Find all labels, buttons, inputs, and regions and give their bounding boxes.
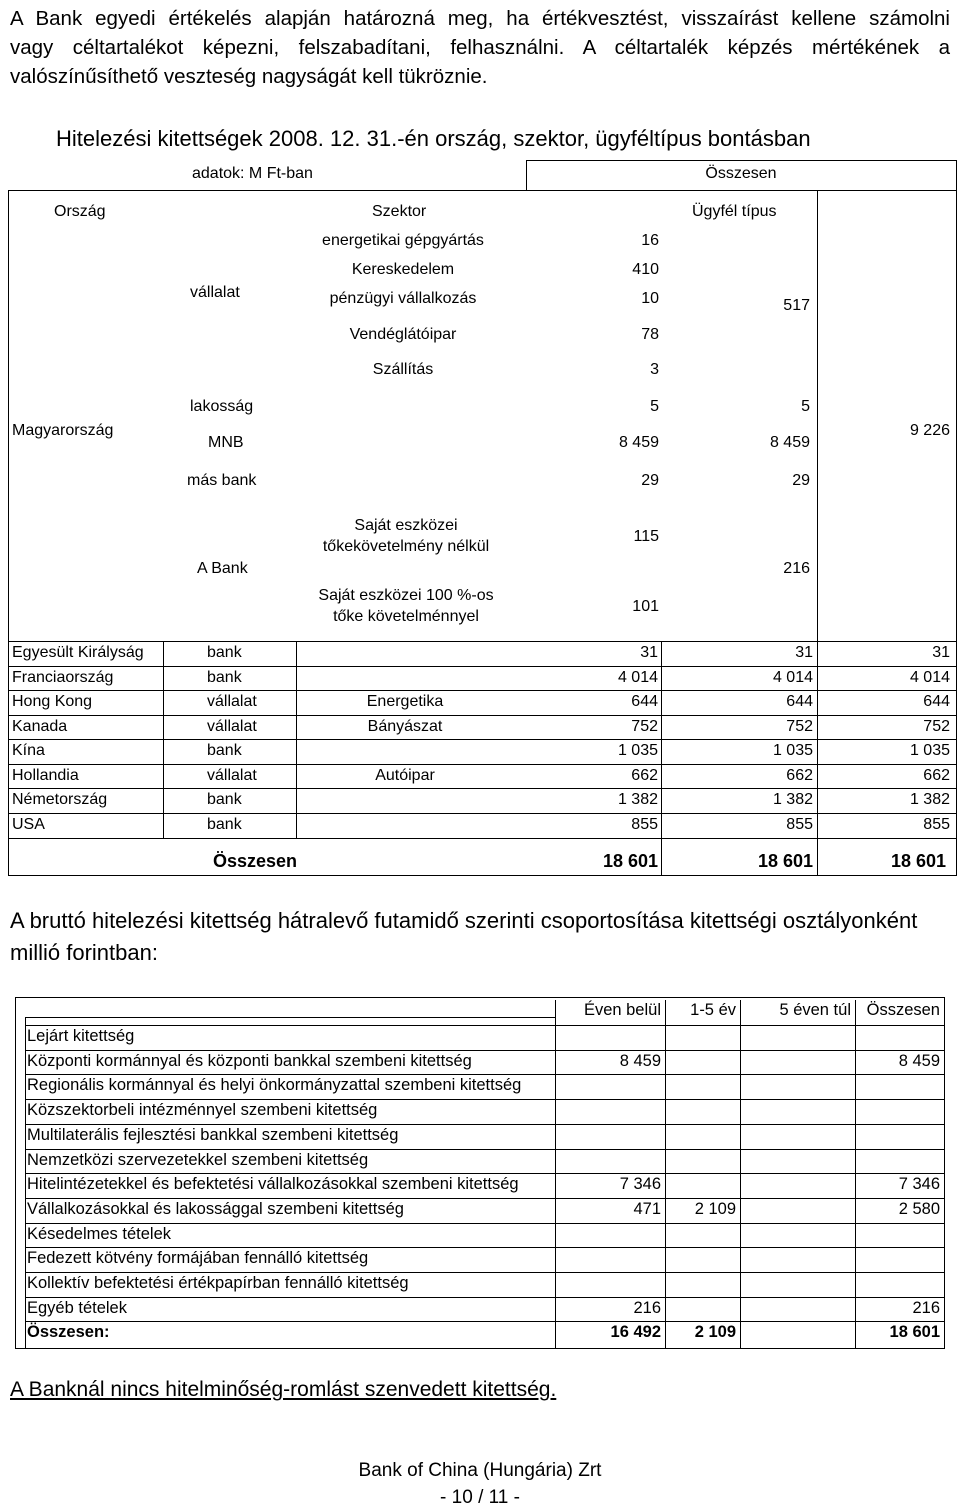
- row-type: bank: [207, 816, 242, 833]
- table2-line: [25, 1247, 944, 1248]
- row-value-1: 662: [631, 767, 658, 784]
- table1-line: [8, 875, 957, 876]
- table2-line: [944, 997, 945, 1349]
- table1-title: Hitelezési kitettségek 2008. 12. 31.-én ország, szektor, ügyféltípus bontásban: [56, 126, 811, 151]
- row-value-1: 752: [631, 718, 658, 735]
- col-header-ugyfel: Ügyfél típus: [692, 203, 777, 220]
- table2-cell: 7 346: [898, 1175, 940, 1193]
- row-type: vállalat: [207, 767, 257, 784]
- table2-header: Összesen: [866, 1001, 940, 1019]
- table2-line: [25, 1173, 944, 1174]
- row-value-3: 31: [932, 644, 950, 661]
- col-header-szektor: Szektor: [372, 203, 427, 220]
- table1-line: [661, 641, 662, 876]
- table2-row-label: Vállalkozásokkal és lakossággal szembeni kitettség: [27, 1200, 404, 1218]
- table2-line: [740, 1000, 741, 1348]
- sector-value: 410: [632, 261, 659, 278]
- section2-heading-line: A bruttó hitelezési kitettség hátralevő futamidő szerinti csoportosítása kitettségi osztályonként: [10, 908, 918, 933]
- row-value-2: 1 382: [772, 791, 813, 808]
- row-value-1: 855: [631, 816, 658, 833]
- table2-cell: 18 601: [889, 1323, 940, 1341]
- row-value-2: 752: [786, 718, 813, 735]
- table1-line: [8, 641, 957, 642]
- a-bank-item2-value: 101: [632, 598, 659, 615]
- row-country: USA: [12, 816, 45, 833]
- grand-total-v2: 18 601: [757, 851, 813, 871]
- table2-cell: 216: [912, 1299, 940, 1317]
- table2-cell: 471: [633, 1200, 661, 1218]
- row-type: bank: [207, 644, 242, 661]
- sector-value: 16: [641, 232, 659, 249]
- table1-row-line: [8, 690, 957, 691]
- country-hungary: Magyarország: [12, 422, 114, 439]
- row-value-3: 855: [923, 816, 950, 833]
- intro-line: A Bank egyedi értékelés alapján határozná meg, ha értékvesztést, visszaírást kellene számolni: [10, 7, 950, 30]
- table1-line: [956, 190, 957, 876]
- row-value-3: 1 035: [909, 742, 950, 759]
- sector-value: 78: [641, 326, 659, 343]
- table2-row-label: Nemzetközi szervezetekkel szembeni kitettség: [27, 1151, 369, 1169]
- row-value-3: 1 382: [909, 791, 950, 808]
- row-type: bank: [207, 669, 242, 686]
- table2-row-label: Hitelintézetekkel és befektetési vállalkozásokkal szembeni kitettség: [27, 1175, 519, 1193]
- table1-line: [8, 190, 957, 191]
- table1-row-line: [8, 666, 957, 667]
- table2-row-label: Regionális kormánnyal és helyi önkormányzattal szembeni kitettség: [27, 1076, 522, 1094]
- a-bank-item2-line1: Saját eszközei 100 %-os: [318, 587, 494, 604]
- row-value-2: 31: [795, 644, 813, 661]
- row-value-3: 644: [923, 693, 950, 710]
- table1-line: [8, 838, 957, 839]
- table2-line: [25, 1149, 944, 1150]
- row-sector: Autóipar: [375, 767, 435, 784]
- table1-line: [8, 190, 9, 876]
- table1-row-line: [8, 715, 957, 716]
- grand-total-v3: 18 601: [890, 851, 946, 871]
- sector-name: Kereskedelem: [351, 261, 455, 278]
- page-number: - 10 / 11 -: [440, 1487, 520, 1508]
- mnb-total: 8 459: [769, 434, 810, 451]
- sector-name: Vendéglátóipar: [349, 326, 457, 343]
- row-type: vállalat: [207, 693, 257, 710]
- mas-bank-label: más bank: [187, 472, 257, 489]
- row-country: Hong Kong: [12, 693, 93, 710]
- row-country: Németország: [12, 791, 108, 808]
- mnb-label: MNB: [208, 434, 244, 451]
- a-bank-item1-value: 115: [633, 528, 659, 545]
- table2-header: 1-5 év: [690, 1001, 736, 1019]
- intro-line: vagy céltartalékot képezni, felszabadítani, felhasználni. A céltartalék képzés mértékének a: [10, 36, 950, 59]
- lakossag-value: 5: [650, 398, 659, 415]
- table2-line: [25, 1272, 944, 1273]
- a-bank-item1-line1: Saját eszközei: [354, 517, 458, 534]
- row-country: Kína: [12, 742, 45, 759]
- table2-cell: 16 492: [610, 1323, 661, 1341]
- table2-row-label: Közszektorbeli intézménnyel szembeni kitettség: [27, 1101, 378, 1119]
- table2-cell: 8 459: [619, 1052, 661, 1070]
- table2-row-label: Központi kormánnyal és központi bankkal szembeni kitettség: [27, 1052, 472, 1070]
- table2-row-label: Kollektív befektetési értékpapírban fennálló kitettség: [27, 1274, 409, 1292]
- table2-row-label: Lejárt kitettség: [27, 1027, 135, 1045]
- row-type: vállalat: [207, 718, 257, 735]
- table2-line: [25, 1074, 944, 1075]
- lakossag-label: lakosság: [190, 398, 254, 415]
- table1-row-line: [8, 764, 957, 765]
- hungary-total: 9 226: [909, 422, 950, 439]
- table2-line: [25, 1321, 944, 1322]
- mas-bank-value: 29: [641, 472, 659, 489]
- table2-row-label: Egyéb tételek: [27, 1299, 127, 1317]
- row-value-2: 662: [786, 767, 813, 784]
- row-country: Franciaország: [12, 669, 114, 686]
- row-value-3: 752: [923, 718, 950, 735]
- table2-cell: 8 459: [898, 1052, 940, 1070]
- row-value-2: 1 035: [772, 742, 813, 759]
- row-value-1: 1 382: [617, 791, 658, 808]
- row-value-2: 4 014: [772, 669, 813, 686]
- section2-heading-line: millió forintban:: [10, 940, 158, 965]
- a-bank-label: A Bank: [197, 560, 248, 577]
- table1-row-line: [8, 739, 957, 740]
- table2-line: [15, 997, 945, 998]
- table1-row-line: [8, 788, 957, 789]
- table1-row-line: [8, 813, 957, 814]
- table2-line: [15, 997, 16, 1349]
- mas-bank-total: 29: [792, 472, 810, 489]
- table2-line: [25, 1198, 944, 1199]
- row-type: bank: [207, 742, 242, 759]
- table2-line: [25, 1025, 944, 1026]
- row-value-1: 1 035: [617, 742, 658, 759]
- table1-line: [526, 160, 957, 161]
- sector-name: Szállítás: [372, 361, 434, 378]
- table2-line: [25, 1099, 944, 1100]
- sector-value: 10: [641, 290, 659, 307]
- row-value-1: 644: [631, 693, 658, 710]
- table2-cell: 7 346: [619, 1175, 661, 1193]
- intro-paragraph: [10, 4, 950, 91]
- table2-cell: 2 109: [694, 1323, 736, 1341]
- total-header: Összesen: [705, 165, 777, 182]
- table1-line: [817, 190, 818, 641]
- vallalat-label: vállalat: [190, 284, 240, 301]
- col-header-orszag: Ország: [54, 203, 106, 220]
- table2-row-label: Késedelmes tételek: [27, 1225, 171, 1243]
- table2-cell: 2 109: [694, 1200, 736, 1218]
- row-value-1: 31: [640, 644, 658, 661]
- table2-line: [25, 1017, 26, 1348]
- row-country: Kanada: [12, 718, 68, 735]
- table2-line: [15, 1348, 945, 1349]
- table2-header: Éven belül: [583, 1001, 661, 1019]
- table2-row-label: Multilaterális fejlesztési bankkal szembeni kitettség: [27, 1126, 399, 1144]
- table2-cell: 216: [633, 1299, 661, 1317]
- a-bank-total: 216: [783, 560, 810, 577]
- unit-label: adatok: M Ft-ban: [192, 165, 313, 182]
- row-sector: Energetika: [366, 693, 444, 710]
- table2-line: [25, 1017, 555, 1018]
- sector-value: 3: [650, 361, 659, 378]
- sector-name: pénzügyi vállalkozás: [329, 290, 477, 307]
- row-type: bank: [207, 791, 242, 808]
- table2-line: [25, 1050, 944, 1051]
- row-value-3: 4 014: [909, 669, 950, 686]
- row-value-1: 4 014: [617, 669, 658, 686]
- table2-row-label: Összesen:: [27, 1323, 110, 1341]
- row-sector: Bányászat: [367, 718, 443, 735]
- table2-cell: 2 580: [898, 1200, 940, 1218]
- table1-line: [956, 160, 957, 190]
- intro-line: valószínűsíthető veszteség nagyságát kell tükröznie.: [10, 65, 488, 88]
- table2-row-label: Fedezett kötvény formájában fennálló kitettség: [27, 1249, 369, 1267]
- table2-header: 5 éven túl: [779, 1001, 851, 1019]
- footer-note: A Banknál nincs hitelminőség-romlást szenvedett kitettség.: [10, 1378, 557, 1401]
- table1-line: [817, 641, 818, 876]
- mnb-value: 8 459: [618, 434, 659, 451]
- table2-line: [665, 1000, 666, 1348]
- lakossag-total: 5: [801, 398, 810, 415]
- row-value-2: 644: [786, 693, 813, 710]
- section2-heading: [10, 905, 950, 969]
- row-value-3: 662: [923, 767, 950, 784]
- grand-total-label: Összesen: [213, 851, 298, 871]
- row-value-2: 855: [786, 816, 813, 833]
- a-bank-item2-line2: tőke követelménnyel: [333, 608, 479, 625]
- row-country: Egyesült Királyság: [12, 644, 144, 661]
- table2-line: [25, 1223, 944, 1224]
- row-country: Hollandia: [12, 767, 79, 784]
- table2-line: [25, 1297, 944, 1298]
- grand-total-v1: 18 601: [602, 851, 658, 871]
- footer-company: Bank of China (Hungária) Zrt: [358, 1460, 602, 1481]
- table2-line: [25, 1124, 944, 1125]
- vallalat-total: 517: [783, 297, 810, 314]
- sector-name: energetikai gépgyártás: [322, 232, 484, 249]
- a-bank-item1-line2: tőkekövetelmény nélkül: [322, 538, 490, 555]
